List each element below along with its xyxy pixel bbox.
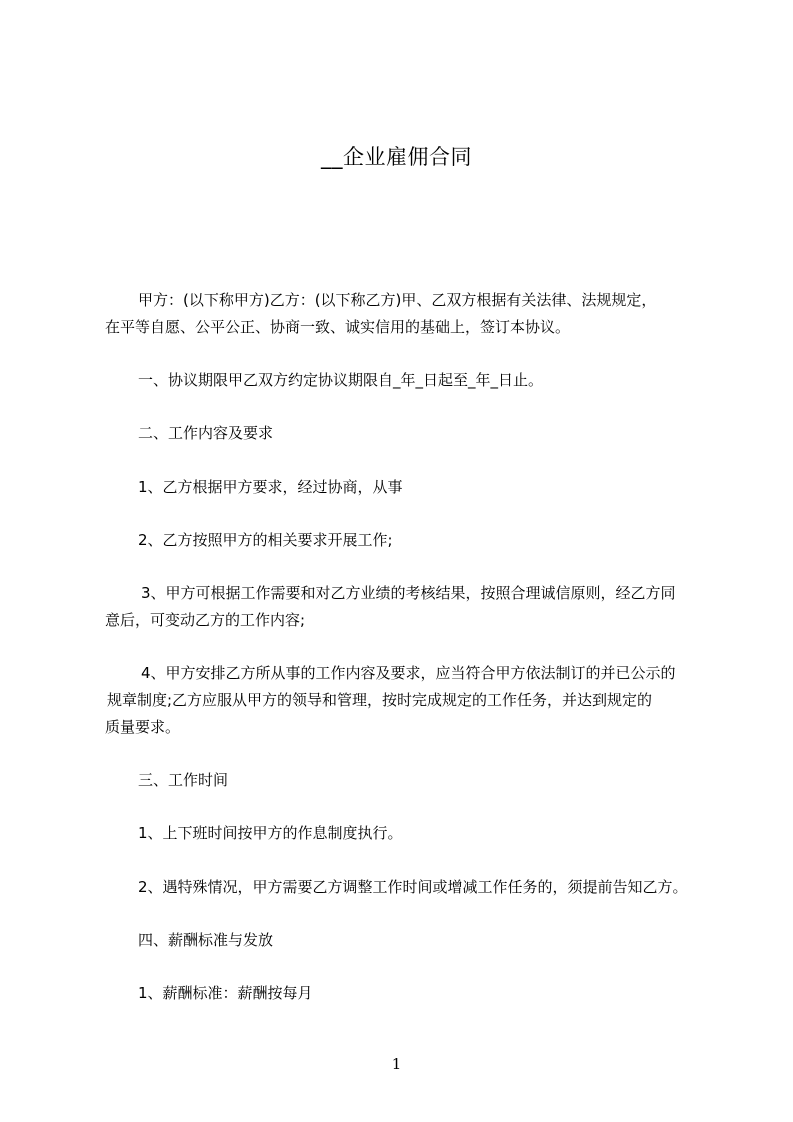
section-2-item-4-line-3: 质量要求。 — [105, 718, 181, 736]
section-2-item-3-line-1: 3、甲方可根据工作需要和对乙方业绩的考核结果，按照合理诚信原则，经乙方同 — [141, 584, 676, 602]
section-2-item-1: 1、乙方根据甲方要求，经过协商，从事 — [138, 478, 403, 496]
document-title: __企业雇佣合同 — [321, 145, 472, 169]
section-4-heading: 四、薪酬标准与发放 — [138, 931, 274, 949]
section-1-term: 一、协议期限甲乙双方约定协议期限自_年_日起至_年_日止。 — [138, 371, 544, 389]
section-3-heading: 三、工作时间 — [138, 771, 229, 789]
section-2-heading: 二、工作内容及要求 — [138, 424, 274, 442]
section-3-item-2: 2、遇特殊情况，甲方需要乙方调整工作时间或增减工作任务的，须提前告知乙方。 — [138, 878, 688, 896]
preamble-line-2: 在平等自愿、公平公正、协商一致、诚实信用的基础上，签订本协议。 — [105, 318, 571, 336]
section-2-item-4-line-2: 规章制度;乙方应服从甲方的领导和管理，按时完成规定的工作任务，并达到规定的 — [107, 691, 653, 709]
section-2-item-4-line-1: 4、甲方安排乙方所从事的工作内容及要求，应当符合甲方依法制订的并已公示的 — [141, 664, 676, 682]
section-2-item-3-line-2: 意后，可变动乙方的工作内容; — [105, 611, 306, 629]
section-3-item-1: 1、上下班时间按甲方的作息制度执行。 — [138, 824, 403, 842]
preamble-line-1: 甲方：(以下称甲方)乙方：(以下称乙方)甲、乙双方根据有关法律、法规规定， — [138, 291, 657, 309]
page-number: 1 — [391, 1055, 402, 1073]
section-2-item-2: 2、乙方按照甲方的相关要求开展工作; — [138, 531, 393, 549]
section-4-item-1: 1、薪酬标准：薪酬按每月 — [138, 984, 313, 1002]
